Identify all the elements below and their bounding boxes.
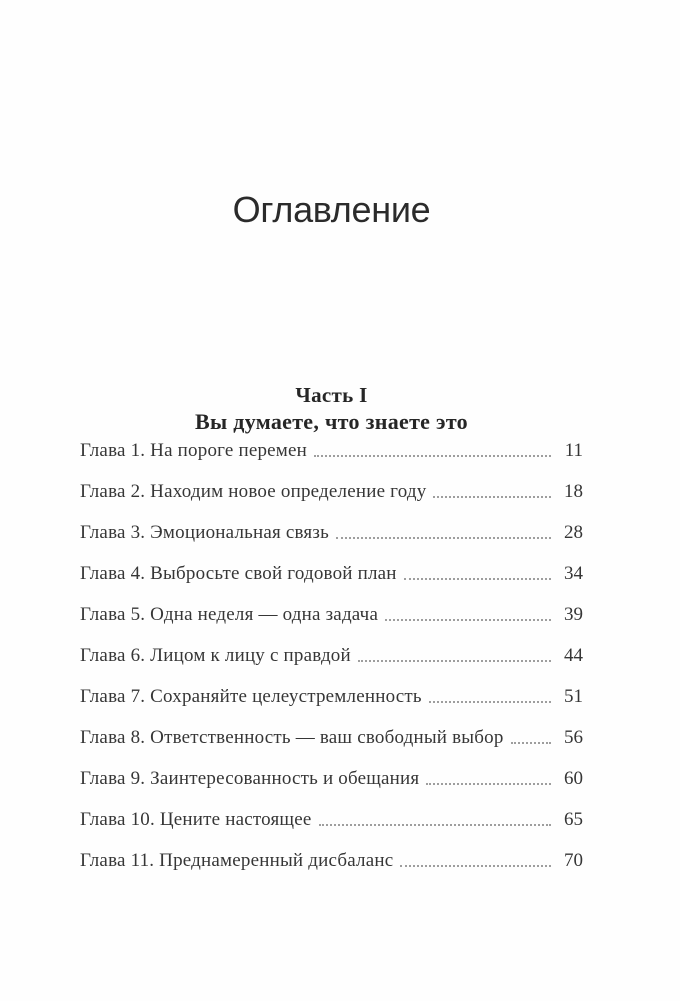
toc-entry <box>80 767 583 791</box>
leader-dots <box>404 578 551 580</box>
toc-entry <box>80 808 583 832</box>
toc-entry-page: 18 <box>564 481 583 502</box>
toc-entry-label: Глава 5. Одна неделя — одна задача <box>80 604 379 625</box>
toc-entry <box>80 726 583 750</box>
toc-entry-page: 28 <box>564 522 583 543</box>
toc-entry <box>80 603 583 627</box>
toc-entry-label: Глава 8. Ответственность — ваш свободный выбор <box>80 727 504 748</box>
toc-entry-label: Глава 1. На пороге перемен <box>80 440 308 461</box>
toc-entry-page: 11 <box>564 440 583 461</box>
leader-dots <box>429 701 551 703</box>
toc-list <box>80 439 583 873</box>
toc-entry-label: Глава 9. Заинтересованность и обещания <box>80 768 420 789</box>
toc-entry-page: 65 <box>564 809 583 830</box>
page-title: Оглавление <box>232 189 431 230</box>
leader-dots <box>426 783 551 785</box>
leader-dots <box>433 496 551 498</box>
toc-entry-label: Глава 6. Лицом к лицу с правдой <box>80 645 351 666</box>
leader-dots <box>319 824 551 826</box>
toc-entry-page: 51 <box>564 686 583 707</box>
toc-entry-page: 70 <box>564 850 583 871</box>
toc-entry-page: 39 <box>564 604 583 625</box>
toc-entry-label: Глава 11. Преднамеренный дисбаланс <box>80 850 394 871</box>
toc-entry-label: Глава 4. Выбросьте свой годовой план <box>80 563 397 584</box>
toc-entry <box>80 685 583 709</box>
toc-entry <box>80 562 583 586</box>
leader-dots <box>314 455 551 457</box>
toc-entry <box>80 521 583 545</box>
toc-entry <box>80 644 583 668</box>
leader-dots <box>511 742 551 744</box>
toc-entry-label: Глава 10. Цените настоящее <box>80 809 312 830</box>
leader-dots <box>358 660 551 662</box>
part-title: Часть I <box>295 383 368 407</box>
toc-entry-label: Глава 2. Находим новое определение году <box>80 481 427 502</box>
toc-entry-page: 60 <box>564 768 583 789</box>
toc-entry <box>80 849 583 873</box>
toc-entry <box>80 480 583 504</box>
leader-dots <box>385 619 551 621</box>
part-subtitle: Вы думаете, что знаете это <box>195 409 468 434</box>
toc-entry-page: 34 <box>564 563 583 584</box>
toc-entry <box>80 439 583 463</box>
leader-dots <box>336 537 551 539</box>
toc-entry-label: Глава 3. Эмоциональная связь <box>80 522 329 543</box>
leader-dots <box>400 865 551 867</box>
toc-entry-label: Глава 7. Сохраняйте целеустремленность <box>80 686 422 707</box>
toc-entry-page: 44 <box>564 645 583 666</box>
toc-entry-page: 56 <box>564 727 583 748</box>
part-heading <box>80 382 583 435</box>
